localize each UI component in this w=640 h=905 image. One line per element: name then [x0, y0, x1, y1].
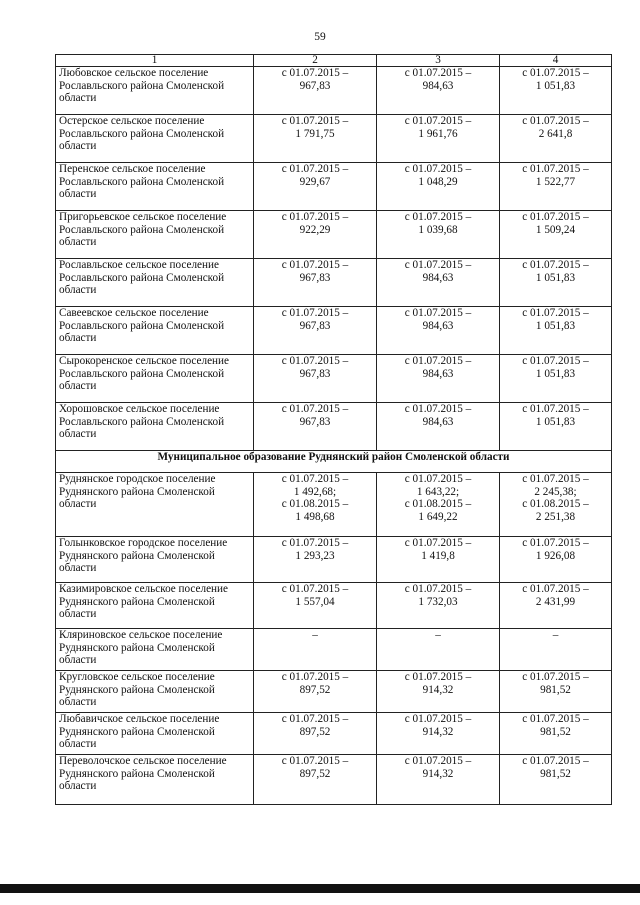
tariff-value: с 01.07.2015 – 967,83: [281, 67, 349, 92]
tariff-cell-col2: [254, 259, 377, 307]
tariff-cell-col3: [377, 713, 500, 755]
tariff-cell-col2: [254, 355, 377, 403]
settlement-name: Любовское сельское поселение Рославльского района Смоленской области: [56, 67, 254, 115]
settlement-name: Остерское сельское поселение Рославльского района Смоленской области: [56, 115, 254, 163]
tariff-value: с 01.07.2015 – 1 051,83: [522, 355, 589, 380]
tariff-value: с 01.07.2015 – 1 509,24: [522, 211, 589, 236]
table-row: [56, 67, 612, 115]
tariff-value: с 01.07.2015 – 897,52: [281, 671, 349, 696]
tariff-cell-col3: [377, 211, 500, 259]
tariff-value: с 01.07.2015 – 1 051,83: [522, 259, 589, 284]
tariff-cell-col2: [254, 115, 377, 163]
tariff-cell-col4: [500, 307, 612, 355]
tariff-cell-col4: [500, 163, 612, 211]
settlement-name: Савеевское сельское поселение Рославльского района Смоленской области: [56, 307, 254, 355]
tariff-cell-col4: [500, 671, 612, 713]
tariff-value: с 01.07.2015 – 984,63: [404, 259, 472, 284]
tariff-cell-col2: [254, 403, 377, 451]
settlement-name: Кругловское сельское поселение Руднянского района Смоленской области: [56, 671, 254, 713]
tariff-cell-col4: [500, 713, 612, 755]
tariff-cell-col4: [500, 355, 612, 403]
tariff-value: с 01.07.2015 – 1 643,22; с 01.08.2015 – 1 649,22: [404, 473, 472, 523]
tariff-value: с 01.07.2015 – 984,63: [404, 403, 472, 428]
table-row: [56, 163, 612, 211]
tariff-value: с 01.07.2015 – 1 732,03: [404, 583, 472, 608]
table-row: [56, 671, 612, 713]
section-row: [56, 451, 612, 473]
tariff-cell-col2: [254, 713, 377, 755]
table-row: [56, 583, 612, 629]
tariff-cell-col4: [500, 583, 612, 629]
tariff-cell-col2: [254, 473, 377, 537]
tariff-value: с 01.07.2015 – 2 245,38; с 01.08.2015 – 2 251,38: [522, 473, 589, 523]
tariff-value: с 01.07.2015 – 984,63: [404, 307, 472, 332]
tariff-cell-col3: [377, 259, 500, 307]
tariff-cell-col4: [500, 473, 612, 537]
tariff-value: с 01.07.2015 – 1 557,04: [281, 583, 349, 608]
tariff-cell-col4: [500, 537, 612, 583]
tariff-value: с 01.07.2015 – 1 791,75: [281, 115, 349, 140]
table-row: [56, 473, 612, 537]
tariff-value: с 01.07.2015 – 1 051,83: [522, 307, 589, 332]
tariff-value: с 01.07.2015 – 914,32: [404, 713, 472, 738]
column-header-2: 2: [254, 55, 377, 67]
tariff-value: с 01.07.2015 – 1 492,68; с 01.08.2015 – 1 498,68: [281, 473, 349, 523]
tariff-cell-col4: [500, 403, 612, 451]
table-row: [56, 259, 612, 307]
tariff-cell-col4: [500, 755, 612, 805]
table-row: [56, 211, 612, 259]
tariff-value: с 01.07.2015 – 2 431,99: [522, 583, 589, 608]
table-body: [56, 67, 612, 805]
tariff-value: с 01.07.2015 – 981,52: [522, 671, 589, 696]
tariff-cell-col2: [254, 67, 377, 115]
tariff-value: с 01.07.2015 – 984,63: [404, 355, 472, 380]
settlement-name: Пригорьевское сельское поселение Рославльского района Смоленской области: [56, 211, 254, 259]
section-title: Муниципальное образование Руднянский район Смоленской области: [56, 451, 612, 473]
settlement-name: Переволочское сельское поселение Руднянского района Смоленской области: [56, 755, 254, 805]
tariff-value: с 01.07.2015 – 967,83: [281, 307, 349, 332]
tariff-cell-col2: [254, 629, 377, 671]
settlement-name: Сырокоренское сельское поселение Рославльского района Смоленской области: [56, 355, 254, 403]
settlement-name: Перенское сельское поселение Рославльского района Смоленской области: [56, 163, 254, 211]
settlement-name: Руднянское городское поселение Руднянского района Смоленской области: [56, 473, 254, 537]
tariff-cell-col3: [377, 755, 500, 805]
column-header-1: 1: [56, 55, 254, 67]
tariff-value: с 01.07.2015 – 1 926,08: [522, 537, 589, 562]
table-row: [56, 403, 612, 451]
tariff-value: с 01.07.2015 – 914,32: [404, 755, 472, 780]
table-row: [56, 537, 612, 583]
tariff-cell-col2: [254, 755, 377, 805]
tariff-value: с 01.07.2015 – 2 641,8: [522, 115, 589, 140]
tariff-value: с 01.07.2015 – 897,52: [281, 713, 349, 738]
tariff-value: с 01.07.2015 – 922,29: [281, 211, 349, 236]
tariff-cell-col2: [254, 583, 377, 629]
table-row: [56, 713, 612, 755]
table-row: [56, 307, 612, 355]
tariff-cell-col2: [254, 307, 377, 355]
tariff-cell-col2: [254, 671, 377, 713]
tariff-cell-col3: [377, 403, 500, 451]
tariff-value: с 01.07.2015 – 1 522,77: [522, 163, 589, 188]
tariff-value: –: [435, 629, 441, 641]
tariff-value: с 01.07.2015 – 981,52: [522, 713, 589, 738]
tariff-value: –: [552, 629, 559, 641]
tariff-cell-col3: [377, 671, 500, 713]
tariff-cell-col3: [377, 629, 500, 671]
table-row: [56, 629, 612, 671]
tariff-value: с 01.07.2015 – 967,83: [281, 259, 349, 284]
tariff-cell-col2: [254, 163, 377, 211]
column-header-3: 3: [377, 55, 500, 67]
tariff-cell-col2: [254, 211, 377, 259]
tariff-value: с 01.07.2015 – 914,32: [404, 671, 472, 696]
table-row: [56, 115, 612, 163]
settlement-name: Рославльское сельское поселение Рославльского района Смоленской области: [56, 259, 254, 307]
tariff-cell-col4: [500, 115, 612, 163]
tariff-value: с 01.07.2015 – 1 051,83: [522, 403, 589, 428]
tariff-value: с 01.07.2015 – 1 419,8: [404, 537, 472, 562]
tariff-cell-col3: [377, 307, 500, 355]
page-number: 59: [314, 31, 326, 43]
tariff-cell-col4: [500, 67, 612, 115]
tariff-cell-col3: [377, 115, 500, 163]
settlement-name: Хорошовское сельское поселение Рославльского района Смоленской области: [56, 403, 254, 451]
tariff-value: –: [312, 629, 318, 641]
tariff-value: с 01.07.2015 – 929,67: [281, 163, 349, 188]
settlement-name: Казимировское сельское поселение Руднянского района Смоленской области: [56, 583, 254, 629]
tariff-value: с 01.07.2015 – 984,63: [404, 67, 472, 92]
tariff-value: с 01.07.2015 – 1 961,76: [404, 115, 472, 140]
tariff-value: с 01.07.2015 – 1 051,83: [522, 67, 589, 92]
tariff-value: с 01.07.2015 – 967,83: [281, 403, 349, 428]
tariff-table: [55, 54, 612, 805]
settlement-name: Голынковское городское поселение Руднянского района Смоленской области: [56, 537, 254, 583]
bottom-scan-border: [0, 884, 640, 893]
table-row: [56, 355, 612, 403]
tariff-value: с 01.07.2015 – 1 048,29: [404, 163, 472, 188]
tariff-cell-col3: [377, 355, 500, 403]
tariff-cell-col4: [500, 629, 612, 671]
tariff-cell-col3: [377, 583, 500, 629]
tariff-cell-col2: [254, 537, 377, 583]
tariff-cell-col3: [377, 67, 500, 115]
tariff-cell-col3: [377, 473, 500, 537]
tariff-cell-col4: [500, 211, 612, 259]
settlement-name: Кляриновское сельское поселение Руднянского района Смоленской области: [56, 629, 254, 671]
tariff-cell-col3: [377, 163, 500, 211]
tariff-value: с 01.07.2015 – 967,83: [281, 355, 349, 380]
tariff-value: с 01.07.2015 – 1 293,23: [281, 537, 349, 562]
tariff-cell-col3: [377, 537, 500, 583]
tariff-value: с 01.07.2015 – 897,52: [281, 755, 349, 780]
settlement-name: Любавичское сельское поселение Руднянского района Смоленской области: [56, 713, 254, 755]
tariff-value: с 01.07.2015 – 981,52: [522, 755, 589, 780]
tariff-value: с 01.07.2015 – 1 039,68: [404, 211, 472, 236]
tariff-cell-col4: [500, 259, 612, 307]
header-row: [56, 55, 612, 67]
column-header-4: 4: [500, 55, 612, 67]
table-row: [56, 755, 612, 805]
